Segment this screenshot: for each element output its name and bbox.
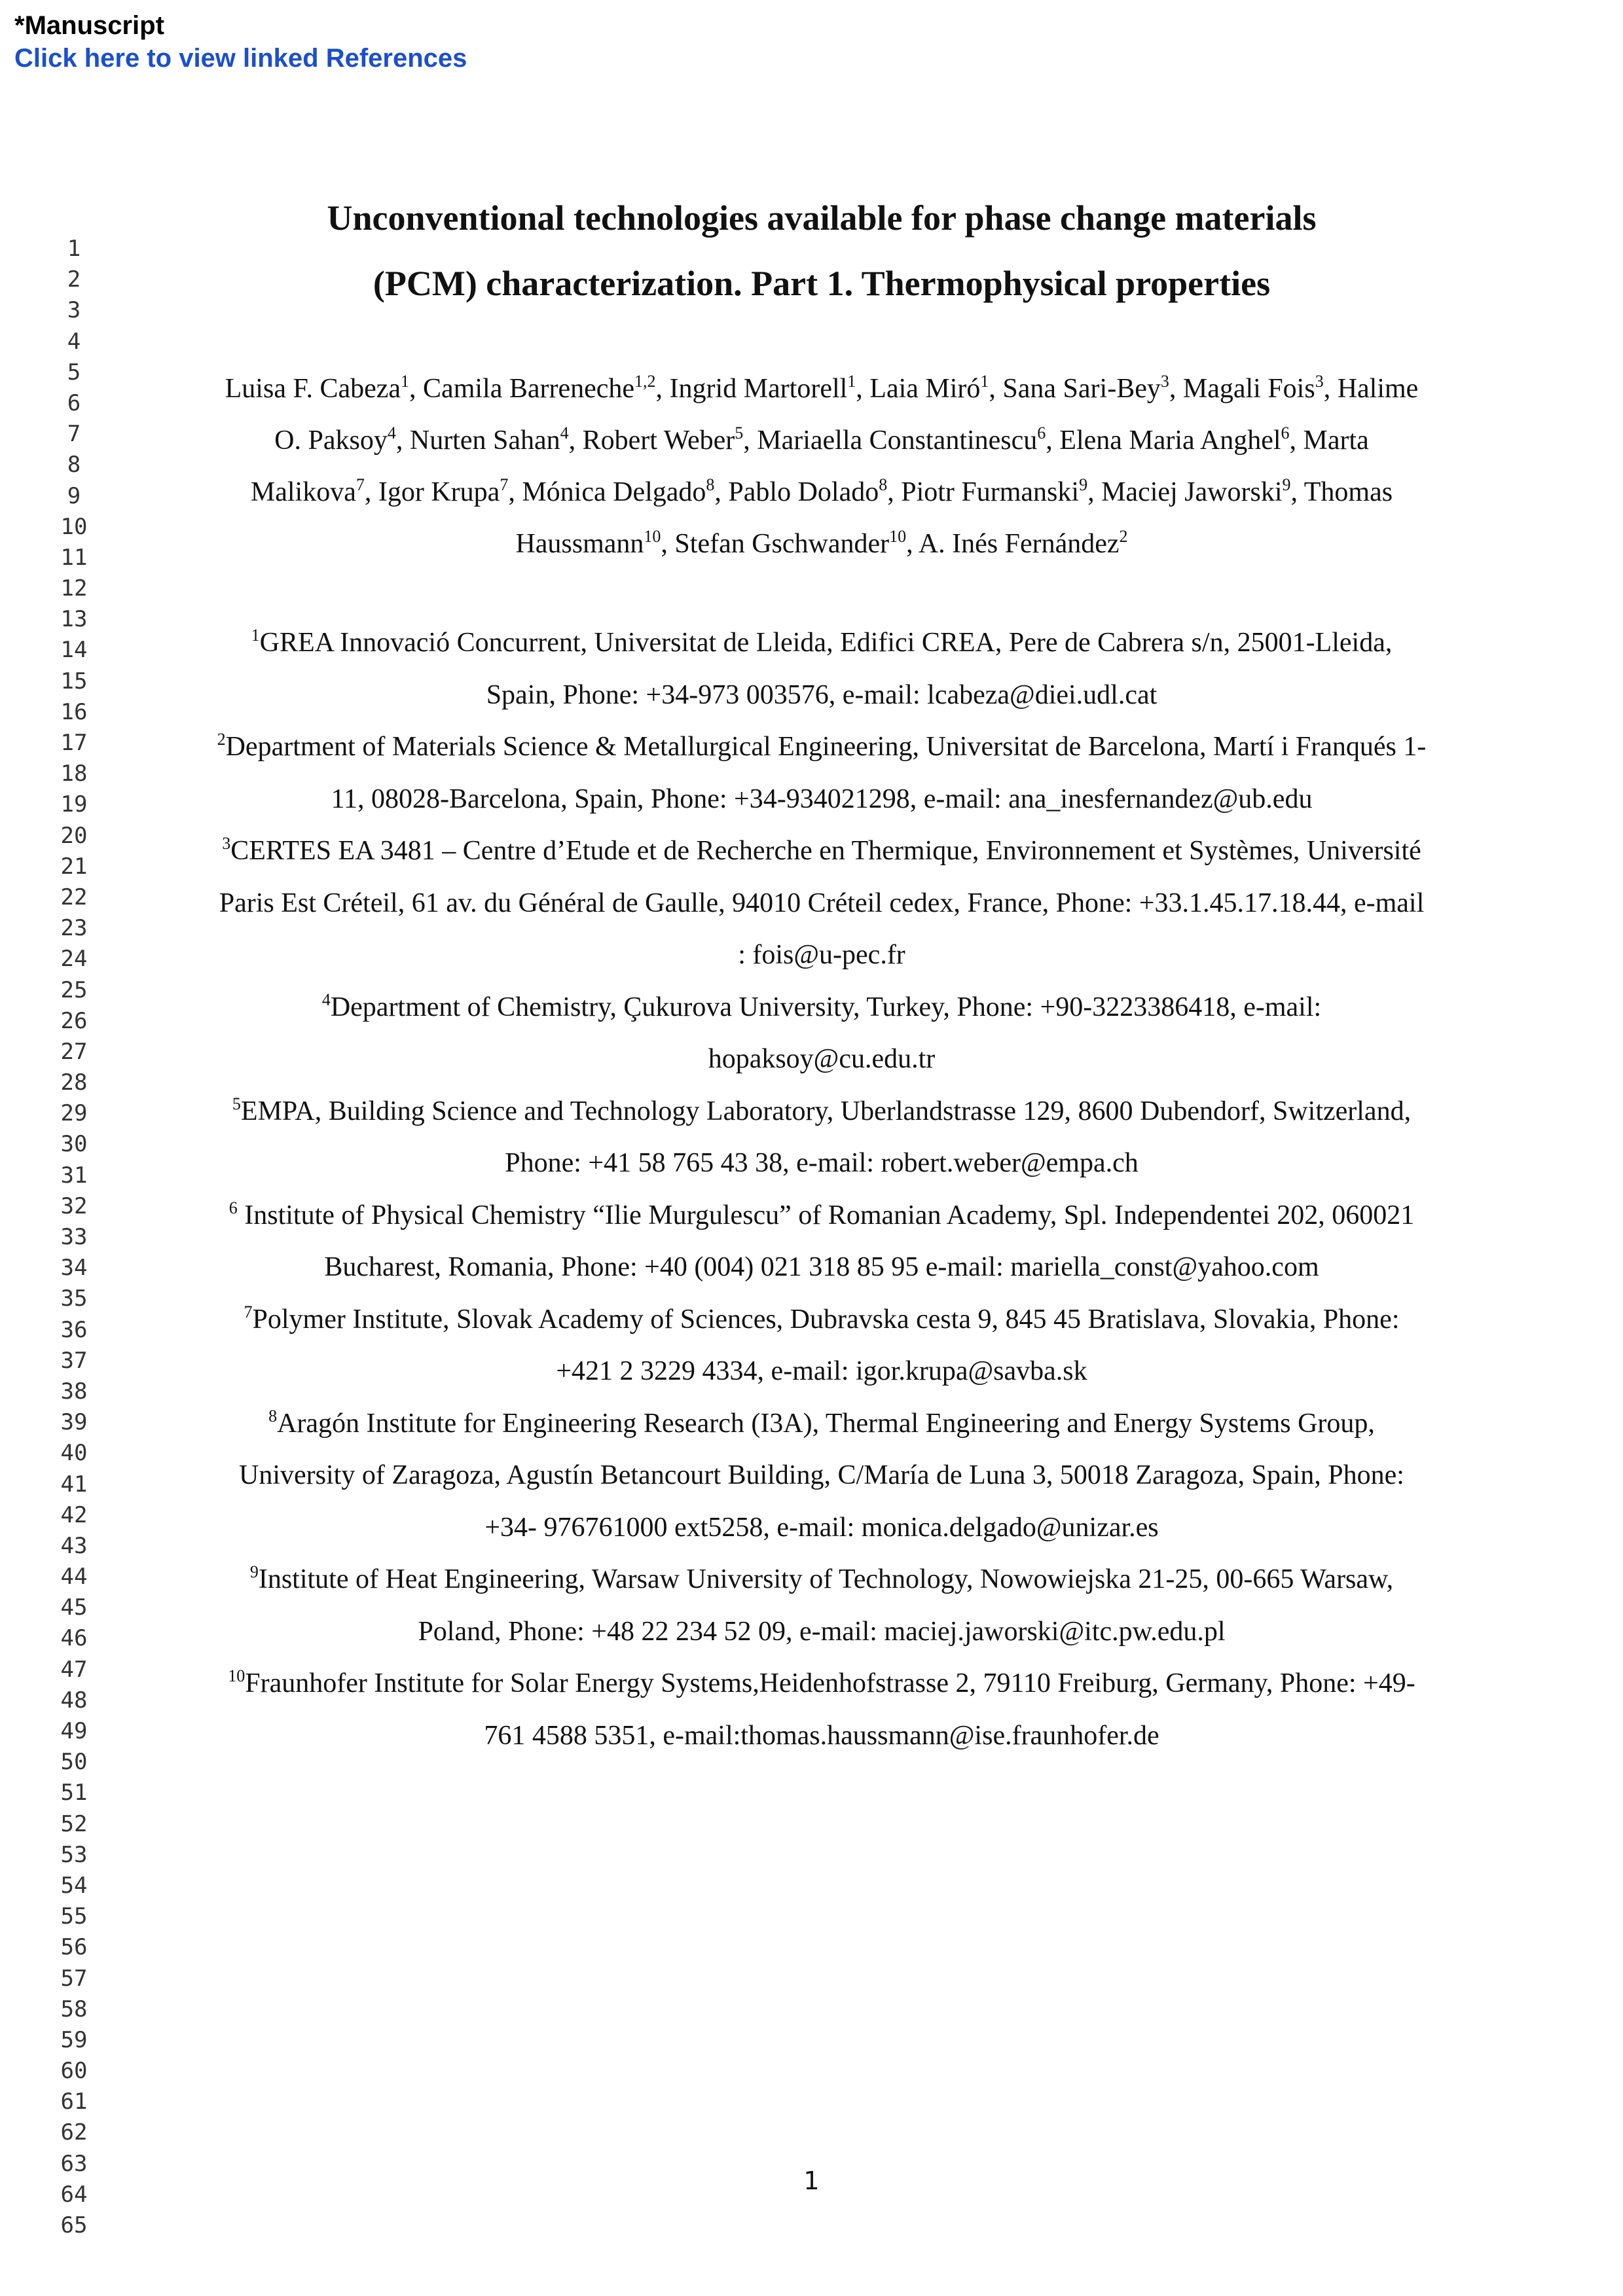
line-number: 44 [60, 1564, 88, 1590]
author [670, 374, 856, 404]
affiliation [216, 982, 1427, 1086]
line-number: 65 [60, 2212, 88, 2238]
author [757, 425, 1046, 456]
author-name: Stefan Gschwander [674, 529, 890, 559]
line-number: 15 [60, 668, 88, 694]
line-number-column [51, 234, 97, 2241]
affiliation-text: Institute of Heat Engineering, Warsaw University of Technology, Nowowiejska 21-25, 00-665 Warsaw, Poland, Phone: +48 22 234 52 09, e-mail: maciej.jaworski@itc.pw.edu.pl [258, 1564, 1394, 1647]
author-name: Magali Fois [1182, 374, 1315, 404]
line-number: 31 [60, 1162, 88, 1189]
author [901, 477, 1087, 507]
author-affiliation-mark: 1 [980, 372, 989, 391]
affiliation-number: 7 [244, 1302, 253, 1321]
line-number: 2 [67, 266, 81, 293]
author-name: Pablo Dolado [728, 477, 879, 507]
author [1183, 374, 1324, 404]
author-name: Halime O. Paksoy [274, 374, 1419, 456]
line-number: 4 [67, 328, 81, 355]
author-affiliation-mark: 8 [706, 475, 715, 494]
author [869, 374, 989, 404]
author [522, 477, 714, 507]
author-name: Elena Maria Anghel [1059, 425, 1281, 456]
author-name: Luisa F. Cabeza [225, 374, 401, 404]
affiliation-number: 3 [222, 834, 231, 853]
author-name: Mónica Delgado [522, 477, 706, 507]
author-name: Laia Miró [869, 374, 981, 404]
affiliation [216, 1658, 1427, 1762]
line-number: 6 [67, 389, 81, 416]
author [410, 425, 569, 456]
author-name: Piotr Furmanski [901, 477, 1080, 507]
author-affiliation-mark: 1,2 [634, 372, 656, 391]
line-number: 52 [60, 1810, 88, 1837]
line-number: 9 [67, 482, 81, 509]
affiliation-text: CERTES EA 3481 – Centre d’Etude et de Recherche en Thermique, Environnement et Systèmes, Université Paris Est Créteil, 61 av. du Général de Gaulle, 94010 Créteil cedex, France, Phone: +33.1.45.17.18.44, e-mail : fois@u-pec.fr [219, 836, 1425, 970]
author [674, 529, 906, 559]
line-number: 27 [60, 1038, 88, 1065]
line-number: 58 [60, 1996, 88, 2022]
affiliation-number: 10 [228, 1666, 246, 1685]
author-name: Thomas Haussmann [515, 477, 1393, 559]
author-affiliation-mark: 10 [644, 527, 661, 546]
line-number: 1 [67, 236, 81, 262]
author [423, 374, 656, 404]
line-number: 5 [67, 359, 81, 386]
line-number: 16 [60, 698, 88, 725]
affiliation-text: GREA Innovació Concurrent, Universitat de Lleida, Edifici CREA, Pere de Cabrera s/n, 25001-Lleida, Spain, Phone: +34-973 003576, e-mail: lcabeza@diei.udl.cat [259, 628, 1393, 710]
author-affiliation-mark: 3 [1315, 372, 1324, 391]
affiliation [216, 721, 1427, 825]
author-name: Mariaella Constantinescu [757, 425, 1038, 456]
author-affiliation-mark: 1 [847, 372, 856, 391]
line-number: 20 [60, 822, 88, 849]
line-number: 12 [60, 575, 88, 602]
line-number: 29 [60, 1100, 88, 1127]
author-affiliation-mark: 4 [560, 423, 569, 442]
author [919, 529, 1128, 559]
line-number: 22 [60, 884, 88, 910]
affiliation-number: 9 [249, 1562, 259, 1581]
line-number: 57 [60, 1965, 88, 1992]
line-number: 63 [60, 2150, 88, 2177]
author-affiliation-mark: 7 [500, 475, 509, 494]
author [583, 425, 744, 456]
author-affiliation-mark: 10 [889, 527, 907, 546]
affiliation-text: Department of Chemistry, Çukurova University, Turkey, Phone: +90-3223386418, e-mail: hopaksoy@cu.edu.tr [330, 992, 1322, 1074]
author [1002, 374, 1169, 404]
line-number: 42 [60, 1501, 88, 1528]
affiliation [216, 825, 1427, 982]
paper-title [216, 185, 1427, 316]
affiliation-number: 4 [321, 990, 331, 1009]
line-number: 7 [67, 421, 81, 448]
line-number: 47 [60, 1656, 88, 1683]
line-number: 60 [60, 2058, 88, 2085]
line-number: 54 [60, 1872, 88, 1899]
author-name: Maciej Jaworski [1101, 477, 1283, 507]
author-affiliation-mark: 7 [356, 475, 365, 494]
line-number: 50 [60, 1749, 88, 1776]
manuscript-label: *Manuscript [14, 11, 164, 40]
line-number: 25 [60, 977, 88, 1003]
line-number: 8 [67, 452, 81, 478]
affiliation-text: Institute of Physical Chemistry “Ilie Murgulescu” of Romanian Academy, Spl. Independentei 202, 060021 Bucharest, Romania, Phone: +40 (004) 021 318 85 95 e-mail: mariella_const@yahoo.com [237, 1200, 1415, 1282]
line-number: 28 [60, 1069, 88, 1096]
affiliation-number: 1 [251, 626, 260, 645]
author-name: Sana Sari-Bey [1002, 374, 1161, 404]
affiliation-number: 8 [268, 1406, 278, 1426]
line-number: 41 [60, 1471, 88, 1498]
author-name: Camila Barreneche [423, 374, 635, 404]
title-line-1: Unconventional technologies available for phase change materials [327, 198, 1317, 238]
line-number: 11 [60, 544, 88, 571]
line-number: 32 [60, 1193, 88, 1219]
line-number: 45 [60, 1594, 88, 1621]
author-name: Igor Krupa [378, 477, 500, 507]
line-number: 49 [60, 1718, 88, 1744]
author-affiliation-mark: 3 [1160, 372, 1169, 391]
line-number: 37 [60, 1347, 88, 1374]
affiliation [216, 1398, 1427, 1554]
line-number: 18 [60, 761, 88, 787]
author-name: Marta Malikova [250, 425, 1369, 507]
author-affiliation-mark: 2 [1119, 527, 1128, 546]
line-number: 13 [60, 606, 88, 633]
author-name: Nurten Sahan [409, 425, 560, 456]
title-line-2: (PCM) characterization. Part 1. Thermophysical properties [373, 264, 1271, 303]
affiliation [216, 1294, 1427, 1398]
author-affiliation-mark: 1 [401, 372, 410, 391]
author-affiliation-mark: 8 [879, 475, 888, 494]
line-number: 10 [60, 513, 88, 540]
line-number: 26 [60, 1007, 88, 1034]
line-number: 38 [60, 1378, 88, 1405]
line-number: 36 [60, 1316, 88, 1343]
line-number: 56 [60, 1934, 88, 1961]
affiliation-list [216, 617, 1427, 1762]
author [1059, 425, 1289, 456]
affiliation [216, 1190, 1427, 1294]
author [728, 477, 887, 507]
author-affiliation-mark: 9 [1282, 475, 1291, 494]
line-number: 46 [60, 1625, 88, 1652]
manuscript-header [14, 9, 467, 75]
line-number: 39 [60, 1409, 88, 1436]
affiliation-text: EMPA, Building Science and Technology Laboratory, Uberlandstrasse 129, 8600 Dubendorf, Switzerland, Phone: +41 58 765 43 38, e-mail: robert.weber@empa.ch [240, 1096, 1412, 1178]
page-number: 1 [803, 2166, 820, 2195]
author-name: Robert Weber [582, 425, 735, 456]
line-number: 59 [60, 2026, 88, 2053]
author [1101, 477, 1290, 507]
line-number: 62 [60, 2119, 88, 2146]
line-number: 61 [60, 2089, 88, 2115]
affiliation-number: 2 [217, 730, 226, 749]
affiliation-text: Department of Materials Science & Metallurgical Engineering, Universitat de Barcelona, Martí i Franqués 1-11, 08028-Barcelona, Spain, Phone: +34-934021298, e-mail: ana_inesfernandez@ub.edu [225, 732, 1427, 814]
affiliation-number: 6 [228, 1198, 238, 1217]
line-number: 35 [60, 1285, 88, 1312]
line-number: 14 [60, 637, 88, 664]
line-number: 24 [60, 946, 88, 973]
line-number: 19 [60, 791, 88, 818]
affiliation [216, 617, 1427, 721]
author-affiliation-mark: 6 [1281, 423, 1290, 442]
affiliation-text: Aragón Institute for Engineering Research (I3A), Thermal Engineering and Energy Systems Group, University of Zaragoza, Agustín Betancourt Building, C/María de Luna 3, 50018 Zaragoza, Spain, Phone: +34- 976761000 ext5258, e-mail: monica.delgado@unizar.es [239, 1408, 1404, 1543]
author-affiliation-mark: 4 [387, 423, 396, 442]
line-number: 48 [60, 1687, 88, 1713]
affiliation-text: Fraunhofer Institute for Solar Energy Systems,Heidenhofstrasse 2, 79110 Freiburg, Germany, Phone: +49- 761 4588 5351, e-mail:thomas.haussmann@ise.fraunhofer.de [245, 1668, 1415, 1751]
line-number: 64 [60, 2181, 88, 2208]
author [225, 374, 409, 404]
line-number: 51 [60, 1780, 88, 1806]
affiliation [216, 1086, 1427, 1190]
line-number: 21 [60, 853, 88, 880]
line-number: 3 [67, 297, 81, 324]
line-number: 55 [60, 1903, 88, 1930]
affiliation [216, 1554, 1427, 1658]
affiliation-number: 5 [232, 1094, 241, 1113]
line-number: 34 [60, 1255, 88, 1282]
line-number: 23 [60, 915, 88, 942]
author-affiliation-mark: 5 [735, 423, 744, 442]
author-name: A. Inés Fernández [918, 529, 1120, 559]
line-number: 40 [60, 1440, 88, 1467]
line-number: 17 [60, 730, 88, 756]
author-list: Luisa F. Cabeza$^1$, Camila Barreneche$^{1,2}$, Ingrid Martorell$^1$, Laia Miró$^1$, Sana Sari-Bey$^3$, Magali Fois$^3$, Halime O. Paksoy$^4$, Nurten Sahan$^4$, Robert Weber$^5$, Mariaella Constantinescu$^6$, Elena Maria Anghel$^6$, Marta Malikova$^7$, Igor Krupa$^7$, Mónica Delgado$^8$, Pablo Dolado$^8$, Piotr Furmanski$^9$, Maciej Jaworski$^9$, Thomas Haussmann$^{10}$, Stefan Gschwander$^{10}$, A. Inés Fernández$^2$ [225, 372, 1419, 559]
linked-references-link[interactable]: Click here to view linked References [14, 44, 467, 73]
line-number: 33 [60, 1224, 88, 1250]
line-number: 53 [60, 1841, 88, 1868]
affiliation-text: Polymer Institute, Slovak Academy of Sciences, Dubravska cesta 9, 845 45 Bratislava, Slovakia, Phone: +421 2 3229 4334, e-mail: igor.krupa@savba.sk [252, 1304, 1400, 1386]
line-number: 43 [60, 1532, 88, 1559]
author-name: Ingrid Martorell [669, 374, 848, 404]
paper-front-matter [216, 185, 1427, 1762]
author-affiliation-mark: 6 [1037, 423, 1046, 442]
author-affiliation-mark: 9 [1079, 475, 1088, 494]
line-number: 30 [60, 1131, 88, 1158]
author [378, 477, 508, 507]
